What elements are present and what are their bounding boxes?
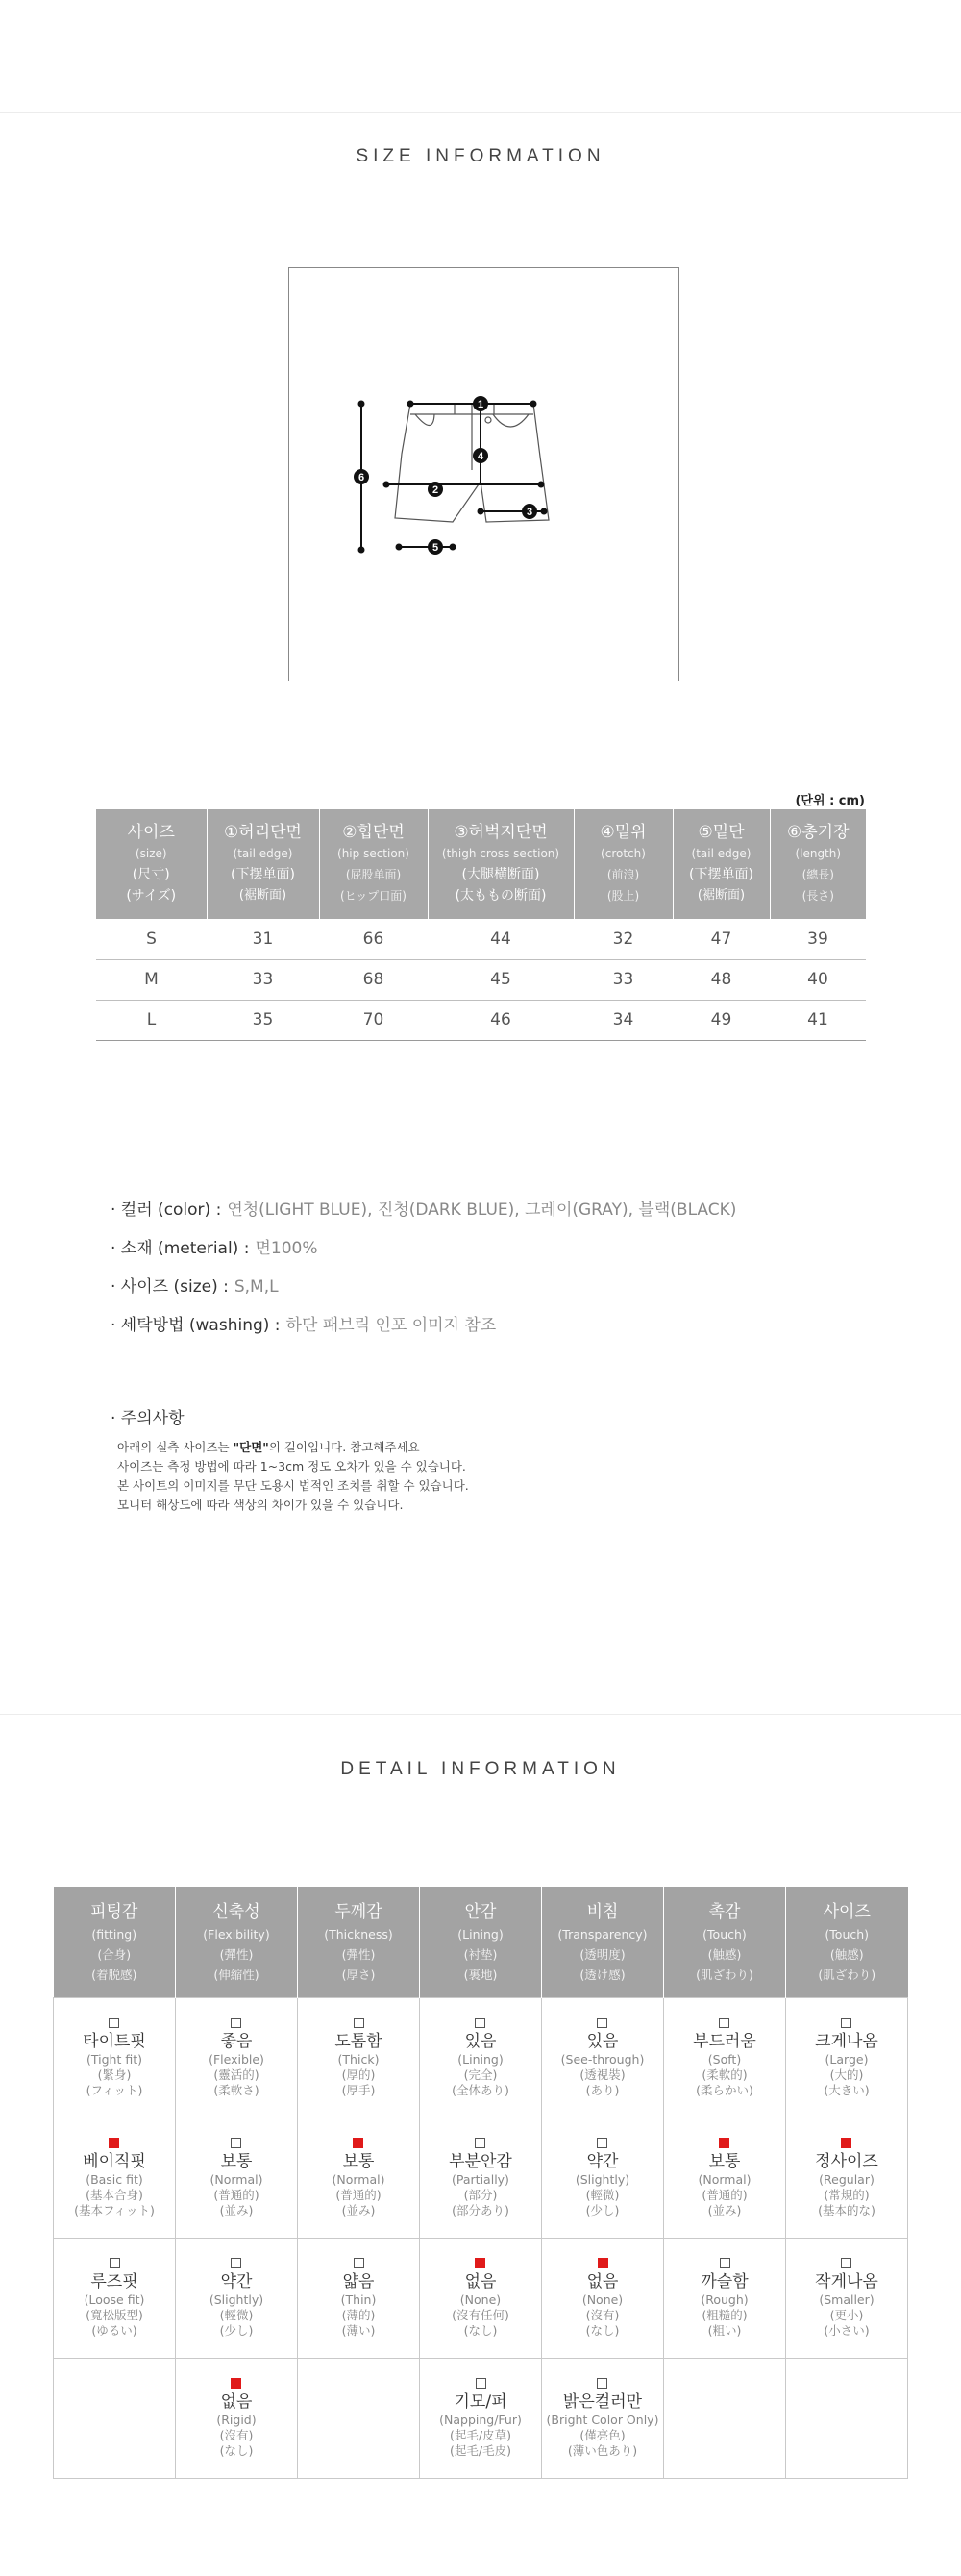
option-label: 얇음 xyxy=(342,2271,375,2291)
detail-option xyxy=(547,2378,659,2459)
option-translation: (全体あり) xyxy=(452,2082,509,2097)
option-translation: (少し) xyxy=(585,2202,620,2217)
option-translation: (Rough) xyxy=(701,2291,749,2307)
detail-row xyxy=(54,1997,908,2118)
option-label: 까슬함 xyxy=(701,2271,749,2291)
detail-option xyxy=(693,2018,756,2098)
option-label: 보통 xyxy=(220,2151,253,2171)
detail-cell xyxy=(542,2118,664,2238)
option-label: 루즈핏 xyxy=(90,2271,138,2291)
unchecked-box-icon xyxy=(354,2018,364,2028)
cell-thigh: 46 xyxy=(428,1000,574,1040)
option-translation: (Soft) xyxy=(707,2051,742,2067)
option-translation: (Thin) xyxy=(340,2291,377,2307)
cell-hip: 68 xyxy=(319,959,428,1000)
checked-box-icon xyxy=(475,2258,485,2268)
size-row-l xyxy=(96,1000,866,1040)
option-translation: (少し) xyxy=(219,2322,254,2338)
detail-cell xyxy=(786,1997,908,2118)
unchecked-box-icon xyxy=(475,2138,485,2148)
shorts-diagram xyxy=(288,267,679,681)
info-size: · 사이즈 (size) : S,M,L xyxy=(111,1277,279,1297)
option-translation: (Flexible) xyxy=(209,2051,264,2067)
option-label: 도톰함 xyxy=(334,2031,382,2051)
top-divider xyxy=(0,112,961,113)
option-translation: (普通的) xyxy=(335,2187,382,2202)
notice-text: 아래의 실측 사이즈는 "단면"의 길이입니다. 참고해주세요 사이즈는 측정 방법에 따라 1~3cm 정도 오차가 있을 수 있습니다. 본 사이트의 이미지를 무단 도용시 법적인 조치를 취할 수 있습니다. 모니터 해상도에 따라 색상의 차이가 있을 수 있습니다. xyxy=(117,1440,469,1512)
option-translation: (薄い) xyxy=(341,2322,376,2338)
checked-box-icon xyxy=(719,2138,729,2148)
unchecked-box-icon xyxy=(597,2378,607,2389)
option-translation: (普通的) xyxy=(702,2187,748,2202)
option-label: 있음 xyxy=(586,2031,619,2051)
detail-cell xyxy=(298,1997,420,2118)
detail-cell xyxy=(664,2118,786,2238)
unchecked-box-icon xyxy=(475,2018,485,2028)
unchecked-box-icon xyxy=(720,2258,730,2268)
option-translation: (柔軟的) xyxy=(702,2067,748,2082)
option-label: 밝은컬러만 xyxy=(562,2391,643,2412)
detail-option xyxy=(74,2138,155,2218)
marker-6: 6 xyxy=(357,472,365,483)
option-translation: (厚的) xyxy=(341,2067,376,2082)
option-label: 베이직핏 xyxy=(83,2151,146,2171)
detail-cell xyxy=(54,2118,176,2238)
option-translation: (更小) xyxy=(829,2307,864,2322)
option-label: 부드러움 xyxy=(693,2031,756,2051)
detail-cell xyxy=(664,2238,786,2358)
marker-5: 5 xyxy=(431,542,439,554)
detail-option xyxy=(582,2258,623,2339)
detail-cell xyxy=(542,2358,664,2478)
checked-box-icon xyxy=(231,2378,241,2389)
option-translation: (緊身) xyxy=(97,2067,132,2082)
detail-cell xyxy=(420,1997,542,2118)
detail-option xyxy=(439,2378,522,2459)
detail-option xyxy=(209,2258,263,2339)
detail-option xyxy=(341,2258,377,2339)
detail-cell xyxy=(786,2358,908,2478)
cell-hip: 70 xyxy=(319,1000,428,1040)
detail-option xyxy=(815,2258,878,2339)
unchecked-box-icon xyxy=(597,2018,607,2028)
option-translation: (Bright Color Only) xyxy=(546,2412,659,2427)
marker-2: 2 xyxy=(431,484,439,496)
cell-thigh: 45 xyxy=(428,959,574,1000)
option-translation: (寬松版型) xyxy=(86,2307,143,2322)
detail-cell xyxy=(420,2238,542,2358)
detail-row xyxy=(54,2358,908,2478)
option-label: 없음 xyxy=(586,2271,619,2291)
option-translation: (薄い色あり) xyxy=(567,2442,638,2458)
detail-option xyxy=(452,2018,509,2098)
detail-cell xyxy=(298,2118,420,2238)
size-table-header xyxy=(96,809,866,919)
option-translation: (None) xyxy=(581,2291,624,2307)
cell-waist: 35 xyxy=(207,1000,319,1040)
option-translation: (普通的) xyxy=(213,2187,259,2202)
option-label: 부분안감 xyxy=(449,2151,512,2171)
cell-size: S xyxy=(96,919,207,959)
cell-crotch: 32 xyxy=(574,919,673,959)
cell-crotch: 34 xyxy=(574,1000,673,1040)
option-translation: (起毛/毛皮) xyxy=(450,2442,511,2458)
unchecked-box-icon xyxy=(841,2018,851,2028)
option-translation: (Partially) xyxy=(452,2171,509,2187)
option-translation: (並み) xyxy=(219,2202,254,2217)
cell-length: 40 xyxy=(770,959,866,1000)
detail-header-lining: 안감 (Lining) (衬垫) (裏地) xyxy=(420,1887,542,1997)
detail-option xyxy=(815,2018,878,2098)
unchecked-box-icon xyxy=(109,2018,119,2028)
detail-information-title: DETAIL INFORMATION xyxy=(340,1759,621,1779)
marker-4: 4 xyxy=(477,451,484,462)
cell-length: 41 xyxy=(770,1000,866,1040)
option-label: 없음 xyxy=(464,2271,497,2291)
option-translation: (小さい) xyxy=(824,2322,870,2338)
option-translation: (常規的) xyxy=(824,2187,870,2202)
option-translation: (大的) xyxy=(829,2067,864,2082)
option-label: 약간 xyxy=(586,2151,619,2171)
detail-option xyxy=(701,2258,748,2339)
detail-cell xyxy=(420,2118,542,2238)
option-translation: (基本フィット) xyxy=(74,2202,155,2217)
unchecked-box-icon xyxy=(597,2138,607,2148)
option-translation: (部分あり) xyxy=(452,2202,509,2217)
option-translation: (Slightly) xyxy=(575,2171,630,2187)
header-hem: ⑤밑단 (tail edge) (下摆单面) (裾断面) xyxy=(673,809,770,919)
option-translation: (ゆるい) xyxy=(91,2322,137,2338)
detail-row xyxy=(54,2238,908,2358)
detail-header-thickness: 두께감 (Thickness) (彈性) (厚さ) xyxy=(298,1887,420,1997)
option-label: 약간 xyxy=(220,2271,253,2291)
option-translation: (沒有) xyxy=(219,2427,254,2442)
option-translation: (Large) xyxy=(825,2051,869,2067)
detail-cell xyxy=(420,2358,542,2478)
option-translation: (Tight fit) xyxy=(86,2051,142,2067)
option-label: 보통 xyxy=(342,2151,375,2171)
cell-waist: 31 xyxy=(207,919,319,959)
option-translation: (Rigid) xyxy=(216,2412,257,2427)
detail-cell xyxy=(786,2238,908,2358)
middle-divider xyxy=(0,1714,961,1715)
option-translation: (基本的な) xyxy=(818,2202,875,2217)
detail-option xyxy=(452,2258,509,2339)
detail-cell xyxy=(176,2358,298,2478)
option-translation: (薄的) xyxy=(341,2307,376,2322)
unchecked-box-icon xyxy=(110,2258,120,2268)
detail-option xyxy=(333,2138,385,2218)
cell-hem: 49 xyxy=(673,1000,770,1040)
detail-cell xyxy=(664,1997,786,2118)
option-label: 기모/퍼 xyxy=(454,2391,507,2412)
header-size: 사이즈 (size) (尺寸) (サイズ) xyxy=(96,809,207,919)
checked-box-icon xyxy=(598,2258,608,2268)
option-translation: (靈活的) xyxy=(213,2067,259,2082)
checked-box-icon xyxy=(353,2138,363,2148)
detail-header-flexibility: 신축성 (Flexibility) (彈性) (伸縮性) xyxy=(176,1887,298,1997)
detail-option xyxy=(210,2138,263,2218)
detail-cell xyxy=(298,2358,420,2478)
detail-option xyxy=(216,2378,256,2459)
size-table xyxy=(96,809,866,1041)
option-translation: (Thick) xyxy=(337,2051,380,2067)
detail-cell xyxy=(176,2118,298,2238)
option-translation: (透視裝) xyxy=(579,2067,626,2082)
option-translation: (Normal) xyxy=(209,2171,263,2187)
cell-hip: 66 xyxy=(319,919,428,959)
option-translation: (Smaller) xyxy=(819,2291,875,2307)
option-translation: (Normal) xyxy=(698,2171,752,2187)
option-translation: (あり) xyxy=(585,2082,620,2097)
detail-row xyxy=(54,2118,908,2238)
header-waist: ①허리단면 (tail edge) (下摆单面) (裾断面) xyxy=(207,809,319,919)
cell-size: M xyxy=(96,959,207,1000)
option-translation: (なし) xyxy=(219,2442,254,2458)
shorts-illustration xyxy=(289,268,680,682)
option-label: 작게나옴 xyxy=(815,2271,878,2291)
option-translation: (起毛/皮草) xyxy=(450,2427,511,2442)
unchecked-box-icon xyxy=(476,2378,486,2389)
info-color: · 컬러 (color) : 연청(LIGHT BLUE), 진청(DARK BLUE), 그레이(GRAY), 블랙(BLACK) xyxy=(111,1201,737,1220)
option-translation: (大きい) xyxy=(824,2082,870,2097)
detail-cell xyxy=(54,2358,176,2478)
unchecked-box-icon xyxy=(231,2138,241,2148)
detail-header-touch: 촉감 (Touch) (触感) (肌ざわり) xyxy=(664,1887,786,1997)
option-label: 좋음 xyxy=(220,2031,253,2051)
unchecked-box-icon xyxy=(719,2018,729,2028)
cell-size: L xyxy=(96,1000,207,1040)
detail-cell xyxy=(54,2238,176,2358)
detail-option xyxy=(209,2018,264,2098)
size-row-m xyxy=(96,959,866,1000)
option-translation: (僅亮色) xyxy=(579,2427,626,2442)
checked-box-icon xyxy=(841,2138,851,2148)
detail-table xyxy=(53,1887,908,2479)
option-translation: (なし) xyxy=(585,2322,620,2338)
option-translation: (厚手) xyxy=(341,2082,376,2097)
option-label: 정사이즈 xyxy=(815,2151,878,2171)
cell-hem: 47 xyxy=(673,919,770,959)
detail-cell xyxy=(54,1997,176,2118)
option-translation: (基本合身) xyxy=(86,2187,143,2202)
option-translation: (フィット) xyxy=(86,2082,143,2097)
detail-cell xyxy=(664,2358,786,2478)
option-translation: (粗糙的) xyxy=(702,2307,748,2322)
detail-option xyxy=(85,2258,145,2339)
option-translation: (Regular) xyxy=(819,2171,875,2187)
header-length: ⑥총기장 (length) (總長) (長さ) xyxy=(770,809,866,919)
unchecked-box-icon xyxy=(354,2258,364,2268)
detail-cell xyxy=(786,2118,908,2238)
detail-option xyxy=(561,2018,645,2098)
detail-cell xyxy=(542,1997,664,2118)
option-translation: (並み) xyxy=(707,2202,742,2217)
size-row-s xyxy=(96,919,866,959)
option-label: 크게나옴 xyxy=(815,2031,878,2051)
product-info xyxy=(111,1198,736,1351)
unchecked-box-icon xyxy=(841,2258,851,2268)
detail-option xyxy=(699,2138,752,2218)
option-translation: (Basic fit) xyxy=(86,2171,143,2187)
size-information-title: SIZE INFORMATION xyxy=(356,146,605,166)
info-material: · 소재 (meterial) : 면100% xyxy=(111,1239,318,1258)
option-translation: (沒有任何) xyxy=(452,2307,509,2322)
unchecked-box-icon xyxy=(231,2018,241,2028)
notice-title: · 주의사항 xyxy=(111,1409,185,1428)
marker-3: 3 xyxy=(526,507,533,518)
unit-label: (단위 : cm) xyxy=(795,794,865,808)
header-crotch: ④밑위 (crotch) (前浪) (股上) xyxy=(574,809,673,919)
option-translation: (Loose fit) xyxy=(84,2291,145,2307)
cell-waist: 33 xyxy=(207,959,319,1000)
option-translation: (部分) xyxy=(463,2187,498,2202)
cell-length: 39 xyxy=(770,919,866,959)
option-translation: (輕微) xyxy=(219,2307,254,2322)
option-translation: (None) xyxy=(459,2291,502,2307)
marker-1: 1 xyxy=(477,399,484,410)
header-thigh: ③허벅지단면 (thigh cross section) (大腿横断面) (太ももの断面) xyxy=(428,809,574,919)
detail-option xyxy=(449,2138,512,2218)
detail-header-fitting: 피팅감 (fitting) (合身) (着脱感) xyxy=(54,1887,176,1997)
unchecked-box-icon xyxy=(231,2258,241,2268)
option-translation: (See-through) xyxy=(560,2051,645,2067)
detail-cell xyxy=(298,2238,420,2358)
detail-option xyxy=(334,2018,382,2098)
option-translation: (粗い) xyxy=(707,2322,742,2338)
option-translation: (輕微) xyxy=(585,2187,620,2202)
detail-cell xyxy=(542,2238,664,2358)
option-translation: (柔らかい) xyxy=(696,2082,753,2097)
cell-thigh: 44 xyxy=(428,919,574,959)
cell-hem: 48 xyxy=(673,959,770,1000)
detail-header-transparency: 비침 (Transparency) (透明度) (透け感) xyxy=(542,1887,664,1997)
option-translation: (Slightly) xyxy=(209,2291,264,2307)
header-hip: ②힙단면 (hip section) (屁股单面) (ヒップ口面) xyxy=(319,809,428,919)
option-translation: (沒有) xyxy=(585,2307,620,2322)
option-translation: (並み) xyxy=(341,2202,376,2217)
option-translation: (Normal) xyxy=(332,2171,385,2187)
option-translation: (完全) xyxy=(463,2067,498,2082)
option-translation: (なし) xyxy=(463,2322,498,2338)
detail-option xyxy=(576,2138,629,2218)
cell-crotch: 33 xyxy=(574,959,673,1000)
detail-cell xyxy=(176,2238,298,2358)
option-label: 없음 xyxy=(220,2391,253,2412)
option-label: 있음 xyxy=(464,2031,497,2051)
checked-box-icon xyxy=(109,2138,119,2148)
option-translation: (柔軟さ) xyxy=(213,2082,259,2097)
option-label: 보통 xyxy=(708,2151,741,2171)
detail-option xyxy=(815,2138,878,2218)
detail-cell xyxy=(176,1997,298,2118)
option-label: 타이트핏 xyxy=(83,2031,146,2051)
option-translation: (Napping/Fur) xyxy=(439,2412,522,2427)
detail-header-size: 사이즈 (Touch) (触感) (肌ざわり) xyxy=(786,1887,908,1997)
detail-table-header xyxy=(54,1887,908,1997)
option-translation: (Lining) xyxy=(457,2051,504,2067)
info-washing: · 세탁방법 (washing) : 하단 패브릭 인포 이미지 참조 xyxy=(111,1316,497,1335)
detail-option xyxy=(83,2018,146,2098)
